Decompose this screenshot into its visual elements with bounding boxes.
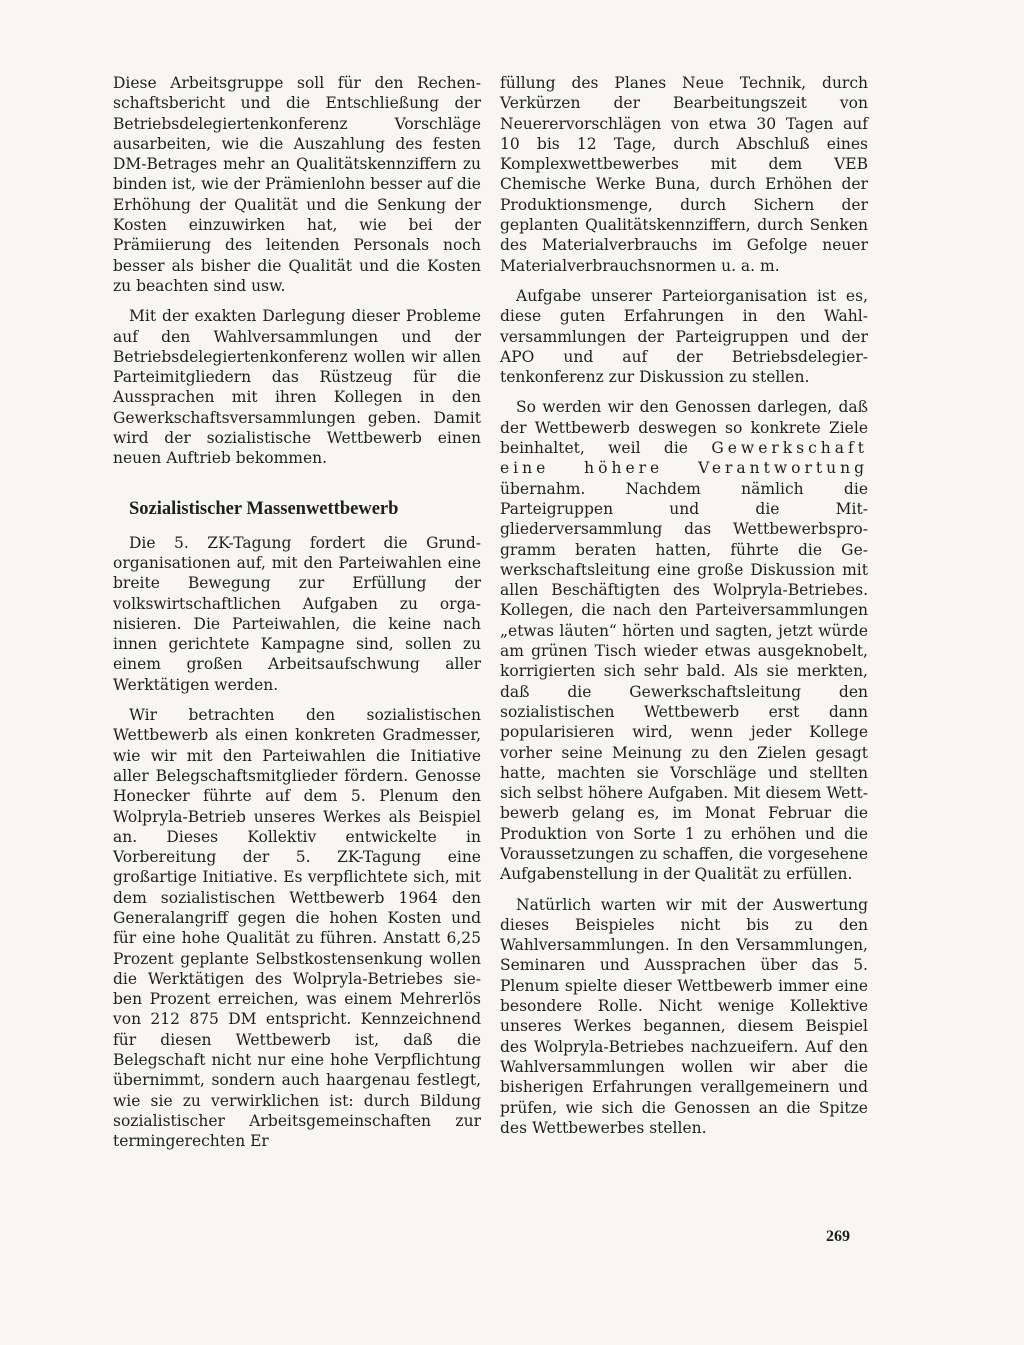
paragraph: Diese Arbeitsgruppe soll für den Rechenschaftsbericht und die Entschließung der Betriebsdelegiertenkonferenz Vorschläge ausarbeiten, wie die Auszahlung des festen DM-Betrages mehr an Qualitätskennziffern zu binden ist, wie der Prämienlohn besser auf die Erhöhung der Qualität und die Senkung der Kosten einzuwirken hat, wie bei der Prämiierung des leitenden Personals noch besser als bisher die Qualität und die Kosten zu beachten sind usw. bbox=[113, 74, 481, 295]
paragraph-text: übernahm. Nachdem nämlich die Parteigruppen und die Mitgliederversammlung das Wettbewerbsprogramm beraten hatten, führte die Gewerkschaftsleitung eine große Diskussion mit allen Beschäftigten des Wolpryla-Betriebes. Kollegen, die nach den Parteiversammlungen „etwas läuten“ hörten und sagten, jetzt würde am grünen Tisch wieder etwas ausgeknobelt, korrigierten sich sehr bald. Als sie merkten, daß die Gewerkschaftsleitung den sozialistischen Wettbewerb erst dann popularisieren wird, wenn jeder Kollege vorher seine Meinung zu den Zielen gesagt hatte, machten sie Vorschläge und stellten sich selbst höhere Aufgaben. Mit diesem Wettbewerb gelang es, im Monat Februar die Produktion von Sorte 1 zu erhöhen und die Voraussetzungen zu schaffen, die vorgesehene Aufgabenstellung in der Qualität zu erfüllen. bbox=[500, 479, 868, 884]
paragraph: Aufgabe unserer Parteiorganisation ist es, diese guten Erfahrungen in den Wahlversammlungen der Parteigruppen und der APO und auf der Betriebsdelegiertenkonferenz zur Diskussion zu stellen. bbox=[500, 286, 868, 387]
right-column bbox=[500, 73, 868, 1148]
paragraph-text: So werden wir den Genossen darlegen, daß der Wettbewerb deswegen so konkrete Ziele beinhaltet, weil die bbox=[500, 398, 868, 458]
paragraph bbox=[500, 397, 868, 884]
paragraph: Wir betrachten den sozialistischen Wettbewerb als einen konkreten Gradmesser, wie wir mit den Parteiwahlen die Initiative aller Belegschaftsmitglieder fördern. Genosse Honecker führte auf dem 5. Plenum den Wolpryla-Betrieb unseres Werkes als Beispiel an. Dieses Kollektiv entwickelte in Vorbereitung der 5. ZK-Tagung eine großartige Initiative. Es verpflichtete sich, mit dem sozialistischen Wettbewerb 1964 den Generalangriff gegen die hohen Kosten und für eine hohe Qualität zu führen. Anstatt 6,25 Prozent geplante Selbstkostensenkung wollen die Werktätigen des Wolpryla-Betriebes sieben Prozent erreichen, was einem Mehrerlös von 212 875 DM entspricht. Kennzeichnend für diesen Wettbewerb ist, daß die Belegschaft nicht nur eine hohe Verpflichtung übernimmt, sondern auch haargenau festlegt, wie sie zu verwirklichen ist: durch Bildung sozialistischer Arbeitsgemeinschaften zur termingerechten Er bbox=[113, 706, 481, 1151]
section-heading: Sozialistischer Massenwettbewerb bbox=[129, 498, 399, 519]
paragraph: füllung des Planes Neue Technik, durch Verkürzen der Bearbeitungszeit von Neuerervorschlägen von etwa 30 Tagen auf 10 bis 12 Tage, durch Abschluß eines Komplexwettbewerbes mit dem VEB Chemische Werke Buna, durch Erhöhen der Produktionsmenge, durch Sichern der geplanten Qualitätskennziffern, durch Senken des Materialverbrauchs im Gefolge neuer Materialverbrauchsnormen u. a. m. bbox=[500, 74, 868, 275]
page-number: 269 bbox=[826, 1228, 850, 1245]
paragraph: Natürlich warten wir mit der Auswertung dieses Beispieles nicht bis zu den Wahlversammlungen. In den Versammlungen, Seminaren und Aussprachen über das 5. Plenum spielte dieser Wettbewerb immer eine besondere Rolle. Nicht wenige Kollektive unseres Werkes begannen, diesem Beispiel des Wolpryla-Betriebes nachzueifern. Auf den Wahlversammlungen wollen wir aber die bisherigen Erfahrungen verallgemeinern und prüfen, wie sich die Genossen an die Spitze des Wettbewerbes stellen. bbox=[500, 895, 868, 1137]
left-column bbox=[113, 73, 481, 1162]
emphasized-text: Gewerkschaft eine höhere Verantwortung bbox=[500, 439, 868, 478]
paragraph: Die 5. ZK-Tagung fordert die Grundorganisationen auf, mit den Parteiwahlen eine breite Bewegung zur Erfüllung der volkswirtschaftlichen Aufgaben zu organisieren. Die Parteiwahlen, die keine nach innen gerichtete Kampagne sind, sollen zu einem großen Arbeitsaufschwung aller Werktätigen werden. bbox=[113, 533, 481, 694]
paragraph: Mit der exakten Darlegung dieser Probleme auf den Wahlversammlungen und der Betriebsdelegiertenkonferenz wollen wir allen Parteimitgliedern das Rüstzeug für die Aussprachen mit ihren Kollegen in den Gewerkschaftsversammlungen geben. Damit wird der sozialistische Wettbewerb einen neuen Auftrieb bekommen. bbox=[113, 307, 481, 468]
